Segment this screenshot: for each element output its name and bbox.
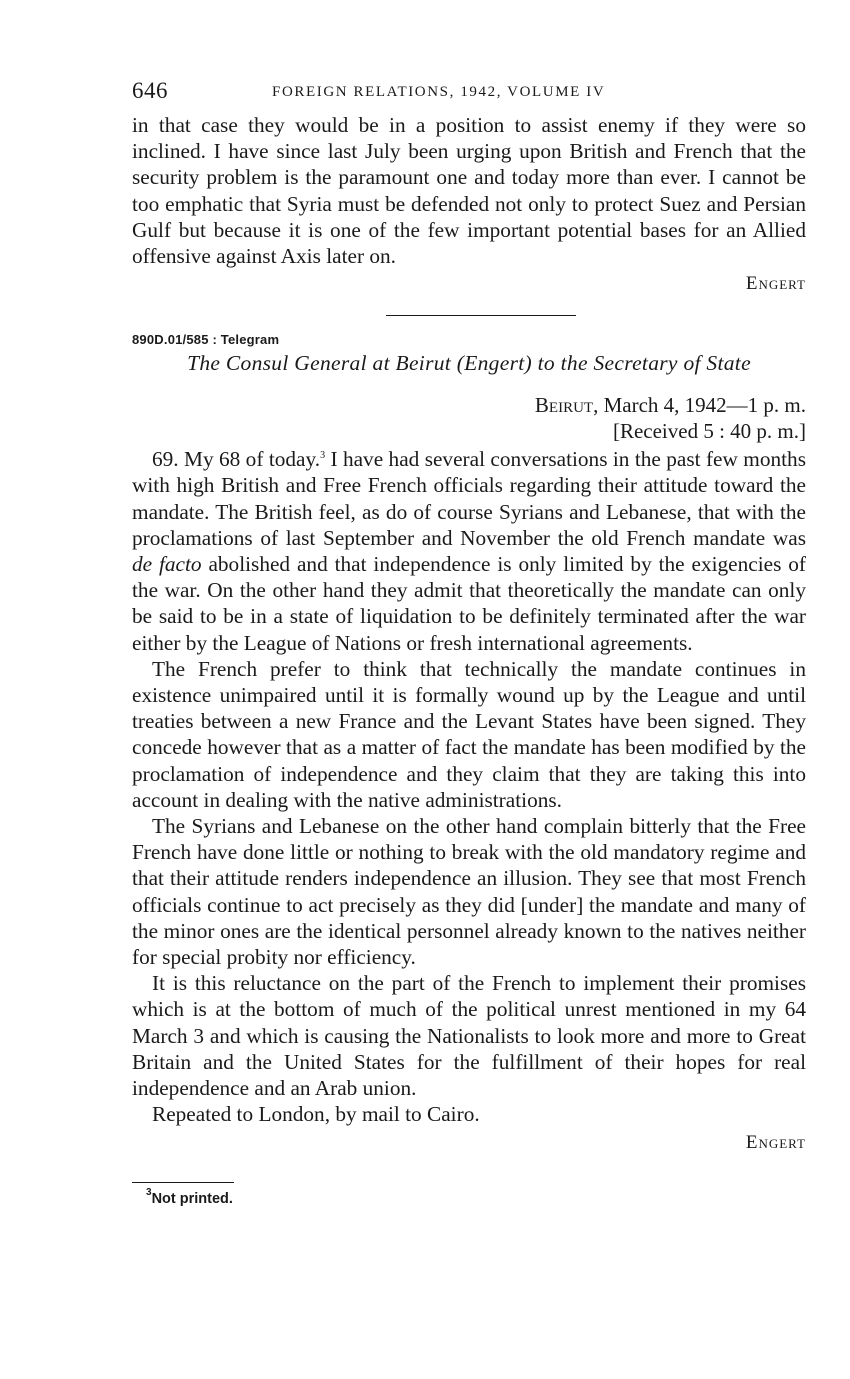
paragraph-5: Repeated to London, by mail to Cairo. (152, 1102, 480, 1127)
file-number: 890D.01/585 : Telegram (132, 332, 280, 348)
telegram-body (132, 446, 806, 1127)
dateline-received: [Received 5 : 40 p. m.] (612, 419, 806, 444)
document-signature: Engert (745, 1131, 806, 1153)
paragraph-3: The Syrians and Lebanese on the other hand complain bitterly that the Free French have done little or nothing to break with the old mandatory regime and that their attitude renders independence an illusion. They see that most French officials continue to act precisely as they did [under] the mandate and many of the minor ones are the identical personnel already known to the natives neither for special probity nor efficiency. (132, 814, 806, 970)
paragraph-1-opening: 69. My 68 of today. (152, 447, 321, 472)
footnote-rule (132, 1182, 234, 1183)
dateline (132, 392, 806, 444)
footnote-text: Not printed. (151, 1190, 233, 1207)
footnote (132, 1186, 806, 1207)
document-page (132, 78, 806, 1207)
document-separator-rule (386, 315, 576, 316)
previous-document-closing (132, 112, 806, 269)
previous-document-signature: Engert (745, 273, 806, 295)
paragraph-1-closing: abolished and that independence is only limited by the exigencies of the war. On the other hand they admit that theoretically the mandate can only be said to be in a state of liquidation to be definitely terminated after the war either by the League of Nations or fresh international agreements. (132, 552, 806, 655)
paragraph-1-italic: de facto (132, 552, 202, 577)
footnote-reference: 3 (320, 450, 326, 462)
dateline-sent (132, 392, 806, 418)
page-number: 646 (132, 78, 168, 103)
footnote-marker: 3 (146, 1186, 152, 1198)
paragraph-1 (132, 446, 806, 656)
document-title: The Consul General at Beirut (Engert) to the Secretary of State (187, 351, 751, 376)
paragraph-4: It is this reluctance on the part of the French to implement their promises which is at the bottom of much of the political unrest mentioned in my 64 March 3 and which is causing the Nationalists to look more and more to Great Britain and the United States for the fulfillment of their hopes for real independence and an Arab union. (132, 971, 806, 1101)
paragraph-1-text: I have had several conversations in the past few months with high British and Free French officials regarding their attitude toward the mandate. The British feel, as do of course Syrians and Lebanese, that with the proclamations of last September and November the old French mandate was (132, 447, 806, 550)
dateline-place: Beirut, (534, 393, 599, 418)
running-title: FOREIGN RELATIONS, 1942, VOLUME IV (272, 84, 606, 100)
running-header (132, 78, 806, 110)
paragraph-2: The French prefer to think that technically the mandate continues in existence unimpaired until it is formally wound up by the League and until treaties between a new France and the Levant States have been signed. They concede however that as a matter of fact the mandate has been modified by the proclamation of independence and they claim that they are taking this into account in dealing with the native administrations. (132, 656, 806, 812)
previous-document-paragraph: in that case they would be in a position to assist enemy if they were so inclined. I have since last July been urging upon British and French that the security problem is the paramount one and today more than ever. I cannot be too emphatic that Syria must be defended not only to protect Suez and Persian Gulf but because it is one of the few important potential bases for an Allied offensive against Axis later on. (132, 113, 806, 269)
dateline-date: March 4, 1942—1 p. m. (603, 393, 806, 418)
